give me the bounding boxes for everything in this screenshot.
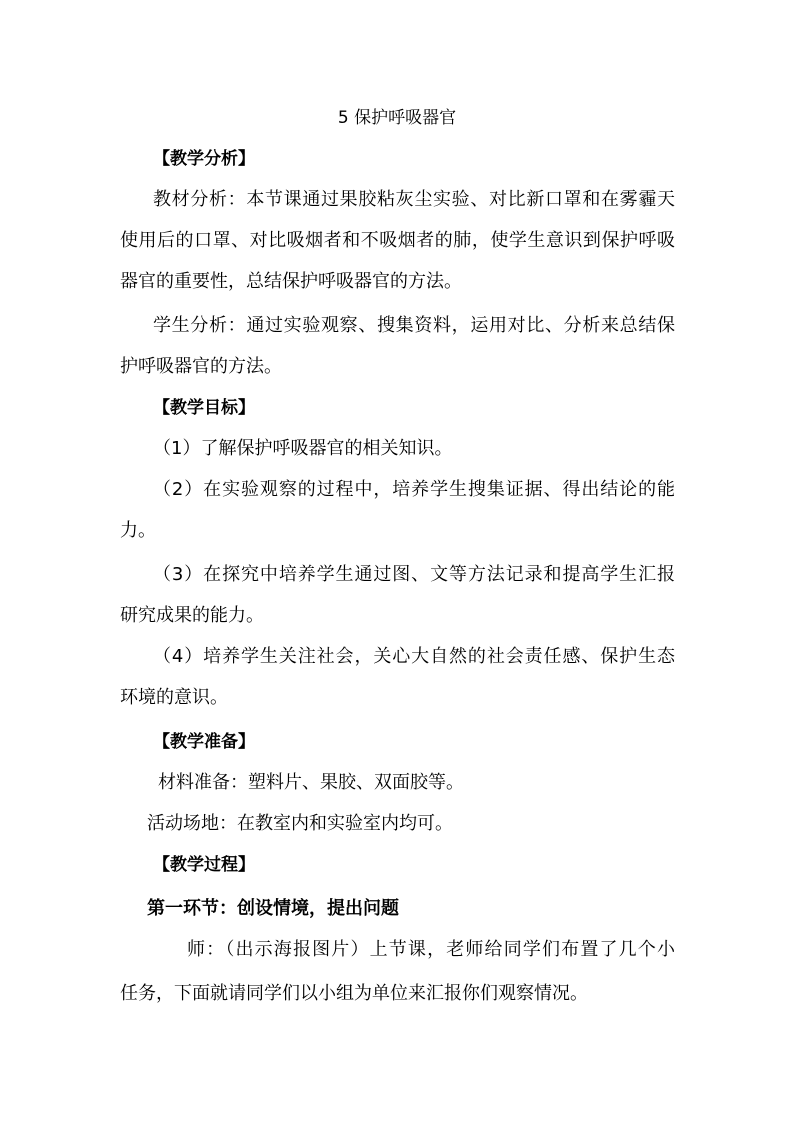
paragraph-line: 使用后的口罩、对比吸烟者和不吸烟者的肺，使学生意识到保护呼吸 bbox=[120, 230, 675, 251]
goal-item-continuation: 环境的意识。 bbox=[120, 687, 228, 708]
goal-item: （3）在探究中培养学生通过图、文等方法记录和提高学生汇报 bbox=[153, 564, 675, 585]
section-heading-prep: 【教学准备】 bbox=[153, 732, 255, 752]
paragraph-line: 护呼吸器官的方法。 bbox=[120, 356, 282, 377]
paragraph-line: 学生分析：通过实验观察、搜集资料，运用对比、分析来总结保 bbox=[153, 315, 675, 336]
paragraph-line: 教材分析：本节课通过果胶粘灰尘实验、对比新口罩和在雾霾天 bbox=[153, 189, 675, 210]
paragraph-line: 任务，下面就请同学们以小组为单位来汇报你们观察情况。 bbox=[120, 983, 588, 1004]
goal-item-continuation: 力。 bbox=[120, 520, 156, 541]
section-heading-analysis: 【教学分析】 bbox=[153, 149, 255, 169]
section-heading-goals: 【教学目标】 bbox=[153, 398, 255, 418]
step1-heading: 第一环节：创设情境，提出问题 bbox=[147, 898, 399, 919]
section-heading-process: 【教学过程】 bbox=[153, 855, 255, 875]
paragraph-line: 器官的重要性，总结保护呼吸器官的方法。 bbox=[120, 271, 462, 292]
goal-item: （4）培养学生关注社会，关心大自然的社会责任感、保护生态 bbox=[153, 646, 675, 667]
prep-materials: 材料准备：塑料片、果胶、双面胶等。 bbox=[158, 772, 464, 793]
prep-venue: 活动场地：在教室内和实验室内均可。 bbox=[147, 813, 453, 834]
document-title: 5 保护呼吸器官 bbox=[337, 108, 457, 128]
goal-item-continuation: 研究成果的能力。 bbox=[120, 605, 264, 626]
goal-item: （2）在实验观察的过程中，培养学生搜集证据、得出结论的能 bbox=[153, 479, 675, 500]
goal-item: （1）了解保护呼吸器官的相关知识。 bbox=[153, 438, 453, 459]
paragraph-line: 师：（出示海报图片）上节课，老师给同学们布置了几个小 bbox=[187, 939, 675, 960]
